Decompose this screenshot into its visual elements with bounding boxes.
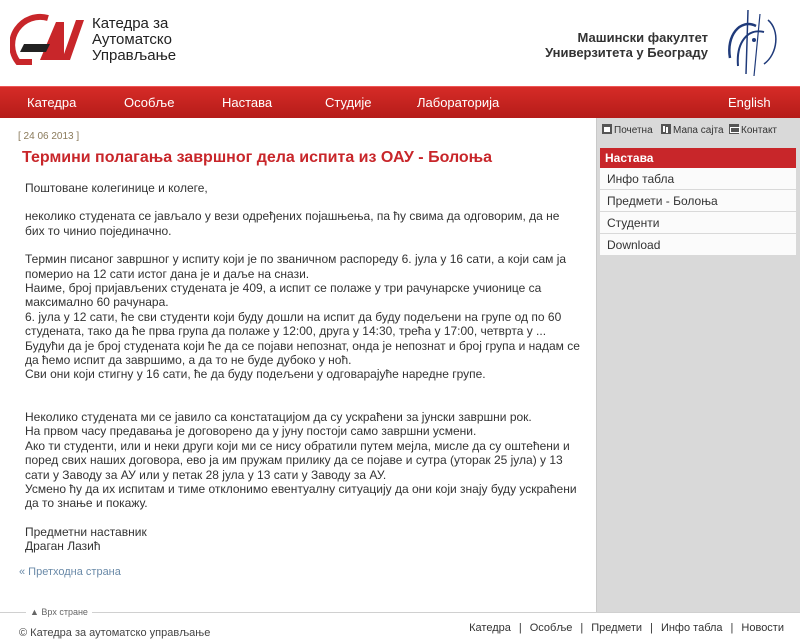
article-paragraph: Неколико студената ми се јавило са констатацијом да су ускраћени за јунски завршни рок. [25, 409, 532, 424]
article-date: [ 24 06 2013 ] [18, 131, 80, 142]
nav-item-katedra[interactable]: Катедра [27, 95, 77, 110]
dept-name-line2: Аутоматско [92, 31, 172, 48]
footer-link-predmeti[interactable]: Предмети [591, 622, 643, 634]
footer-navigation [469, 622, 784, 634]
footer-link-novosti[interactable]: Новости [741, 622, 784, 634]
quick-link-contact[interactable] [729, 124, 777, 136]
footer-link-info-tabla[interactable]: Инфо табла [660, 622, 723, 634]
site-footer [0, 607, 800, 643]
department-logo-icon[interactable] [10, 10, 86, 72]
sitemap-icon [661, 124, 671, 134]
sidebar-item-predmeti-bolonja[interactable]: Предмети - Болоња [600, 190, 796, 212]
article-paragraph: неколико студената се јављало у вези одређених појашњења, па ћу свима да одговорим, да не бих то чинио појединачно. [25, 209, 560, 238]
quick-link-sitemap-label: Мапа сајта [673, 125, 724, 136]
faculty-name [545, 30, 708, 60]
dept-name-line1: Катедра за [92, 15, 169, 32]
footer-link-katedra[interactable]: Катедра [469, 622, 511, 634]
nav-item-nastava[interactable]: Настава [222, 95, 273, 110]
article-title: Термини полагања завршног дела испита из ОАУ - Болоња [22, 149, 493, 166]
nav-item-studije[interactable]: Студије [325, 95, 372, 110]
article-paragraph: Ако ти студенти, или и неки други који ми се нису обратили путем мејла, мисле да су оштећени и поред свих наших договора, ево ја им пружам прилику да се појаве и сутра (уторак 25 јула) у 13 сати у Заводу за АУ или у петак 28 јула у 13 сати у Заводу за АУ. [25, 438, 570, 482]
quick-link-home[interactable] [602, 124, 653, 136]
site-header [0, 0, 800, 86]
department-name [92, 16, 176, 64]
article-paragraph: Поштоване колегинице и колеге, [25, 181, 208, 195]
main-content [0, 118, 596, 612]
nav-item-osoblje[interactable]: Особље [124, 95, 175, 110]
quick-link-home-label: Почетна [614, 125, 653, 136]
footer-link-osoblje[interactable]: Особље [529, 622, 573, 634]
article-paragraph: Будући да је број студената који ће да се појави непознат, онда је непознат и број група и надам се да ћемо испит да завршимо, а да то не буде дубоко у ноћ. [25, 338, 580, 368]
faculty-name-line1: Машински факултет [577, 30, 708, 45]
footer-separator: | [650, 622, 653, 634]
home-icon [602, 124, 612, 134]
quick-link-sitemap[interactable] [661, 124, 724, 136]
previous-page-link[interactable]: « Претходна страна [19, 566, 121, 578]
footer-separator: | [580, 622, 584, 634]
dept-name-line3: Управљање [92, 47, 177, 64]
sidebar-menu [600, 168, 796, 256]
article-paragraph: Наиме, број пријављених студената је 409, а испит се полаже у три рачунарске учионице са максимално 60 рачунара. [25, 281, 542, 310]
sidebar [596, 118, 800, 612]
mail-icon [729, 124, 739, 134]
signature-role: Предметни наставник [25, 524, 147, 539]
copyright-text: © Катедра за аутоматско управљање [19, 627, 211, 639]
back-to-top-link[interactable]: ▲ Врх стране [26, 607, 92, 617]
article-paragraph: 6. јула у 12 сати, ће сви студенти који буду дошли на испит да буду подељени на групе од по 60 студената, тако да ће прва група да полаже у 12:00, друга у 14:30, трећа у 17:00, четврта у ... [25, 309, 562, 339]
nav-item-laboratorija[interactable]: Лабораторија [417, 95, 500, 110]
article-paragraph: Усмено ћу да их испитам и тиме отклонимо евентуалну ситуацију да они који знају буду ускраћени да то знање и покажу. [25, 481, 577, 511]
article-paragraph: Термин писаног завршног у испиту који је по званичном распореду 6. јула у 16 сати, а који сам ја померио на 12 сати истог дана је и даље на снази. [25, 252, 567, 281]
article-paragraph: На првом часу предавања је договорено да у јуну постоји само завршни усмени. [25, 424, 477, 439]
sidebar-menu-title: Настава [600, 148, 796, 168]
main-navigation [0, 86, 800, 118]
signature-name: Драган Лазић [25, 539, 101, 554]
footer-separator: | [518, 622, 522, 634]
nav-item-english[interactable]: English [728, 95, 771, 110]
sidebar-item-info-tabla[interactable]: Инфо табла [600, 168, 796, 190]
sidebar-item-download[interactable]: Download [600, 234, 796, 256]
article-paragraph: Сви они који стигну у 16 сати, ће да буду подељени у одговарајуће наредне групе. [25, 367, 486, 382]
article-body [25, 181, 580, 554]
sidebar-item-studenti[interactable]: Студенти [600, 212, 796, 234]
footer-separator: | [730, 622, 734, 634]
quick-link-contact-label: Контакт [741, 125, 778, 136]
faculty-name-line2: Универзитета у Београду [545, 45, 708, 60]
faculty-logo-icon[interactable] [724, 6, 784, 78]
